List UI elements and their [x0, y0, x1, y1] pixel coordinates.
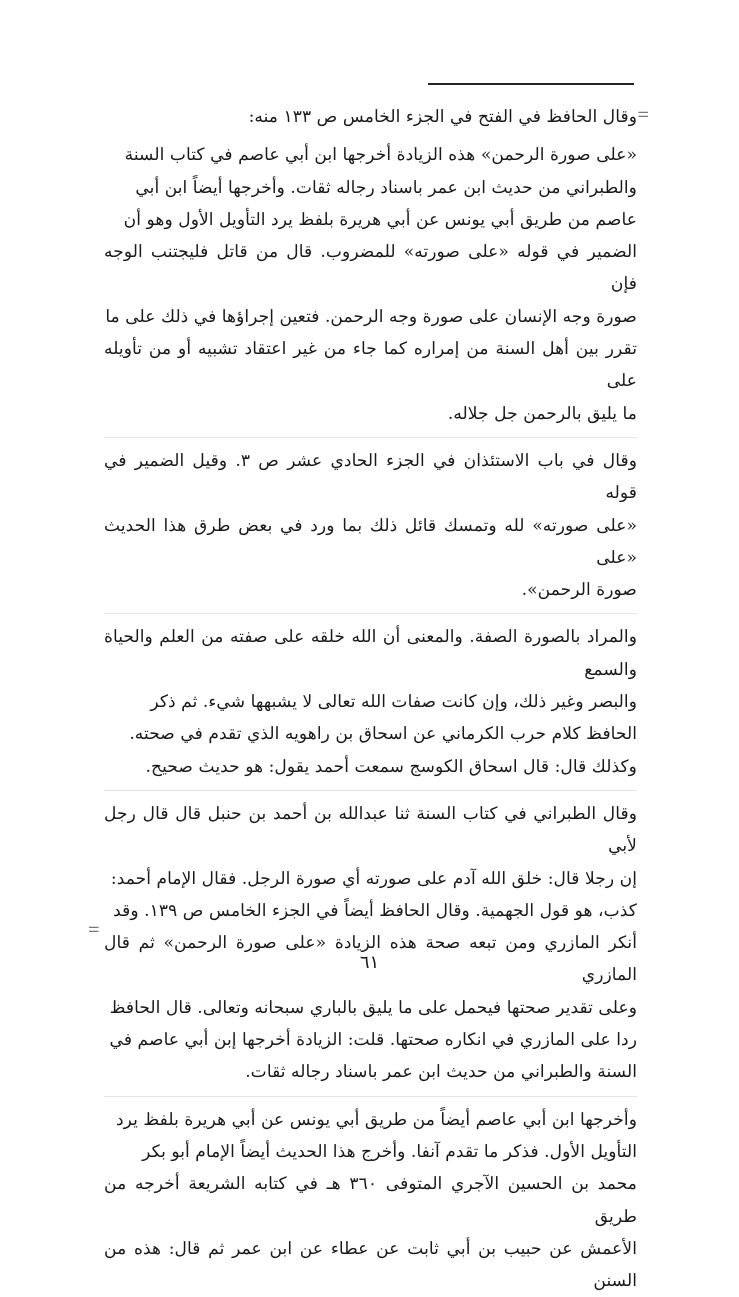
text-line: والبصر وغير ذلك، وإن كانت صفات الله تعالى لا يشبهها شيء. ثم ذكر [150, 692, 637, 713]
text-line: كذب، هو قول الجهمية. وقال الحافظ أيضاً في الجزء الخامس ص ١٣٩. وقد [113, 900, 637, 921]
top-rule [428, 83, 634, 85]
text-line: وعلى تقدير صحتها فيحمل على ما يليق بالباري سبحانه وتعالى. قال الحافظ [109, 997, 637, 1018]
intro-line: وقال الحافظ في الفتح في الجزء الخامس ص ١٣٣ منه: [248, 107, 637, 127]
text-line: والمراد بالصورة الصفة. والمعنى أن الله خلقه على صفته من العلم والحياة والسمع [104, 627, 637, 680]
text-line: تقرر بين أهل السنة من إمراره كما جاء من غير اعتقاد تشبيه أو من تأويله على [104, 339, 637, 392]
paragraph-5 [104, 1096, 637, 1297]
text-line: أنكر المازري ومن تبعه صحة هذه الزيادة «على صورة الرحمن» ثم قال المازري [104, 933, 637, 986]
text-line: والطبراني من حديث ابن عمر باسناد رجاله ثقات. وأخرجها أيضاً ابن أبي [135, 177, 637, 198]
text-line: ما يليق بالرحمن جل جلاله. [447, 403, 637, 424]
text-line: وأخرجها ابن أبي عاصم أيضاً من طريق أبي يونس عن أبي هريرة بلفظ يرد [115, 1109, 637, 1130]
text-line: الحافظ كلام حرب الكرماني عن اسحاق بن راهويه الذي تقدم في صحته. [129, 724, 637, 745]
text-line: «على صورته» لله وتمسك قائل ذلك بما ورد في بعض طرق هذا الحديث «على [104, 515, 637, 568]
text-line: وكذلك قال: قال اسحاق الكوسج سمعت أحمد يقول: هو حديث صحيح. [145, 756, 637, 777]
text-line: التأويل الأول. فذكر ما تقدم آنفا. وأخرج هذا الحديث أيضاً الإمام أبو بكر [142, 1141, 637, 1162]
margin-mark-top: ⚌ [637, 106, 649, 121]
text-line: وقال في باب الاستئذان في الجزء الحادي عشر ص ٣. وقيل الضمير في قوله [104, 450, 637, 504]
text-line: إن رجلا قال: خلق الله آدم على صورته أي صورة الرجل. فقال الإمام أحمد: [110, 868, 637, 889]
text-line: ردا على المازري في انكاره صحتها. قلت: الزيادة أخرجها إبن أبي عاصم في [109, 1030, 637, 1051]
text-line: السنة والطبراني من حديث ابن عمر باسناد رجاله ثقات. [245, 1062, 637, 1083]
text-line: صورة الرحمن». [521, 580, 637, 601]
page-body [104, 101, 637, 1297]
text-line: وقال الطبراني في كتاب السنة ثنا عبدالله بن أحمد بن حنبل قال قال رجل لأبي [104, 803, 637, 857]
paragraph-4 [104, 790, 637, 1089]
text-line: عاصم من طريق أبي يونس عن أبي هريرة بلفظ يرد التأويل الأول وهو أن [123, 209, 637, 230]
text-line: الأعمش عن حبيب بن أبي ثابت عن عطاء عن ابن عمر ثم قال: هذه من السنن [104, 1238, 637, 1292]
text-line: محمد بن الحسين الآجري المتوفى ٣٦٠ هـ في كتابه الشريعة أخرجه من طريق [104, 1174, 637, 1227]
text-line: «على صورة الرحمن» هذه الزيادة أخرجها ابن أبي عاصم في كتاب السنة [124, 145, 637, 166]
paragraph-2 [104, 437, 637, 606]
text-line: الضمير في قوله «على صورته» للمضروب. قال من قاتل فليجتنب الوجه فإن [104, 242, 637, 295]
paragraph-3 [104, 613, 637, 782]
margin-mark-bottom: ⚌ [88, 921, 100, 936]
paragraph-1 [104, 139, 637, 430]
page-number: ٦١ [359, 952, 380, 973]
text-line: صورة وجه الإنسان على صورة وجه الرحمن. فتعين إجراؤها في ذلك على ما [105, 306, 637, 327]
